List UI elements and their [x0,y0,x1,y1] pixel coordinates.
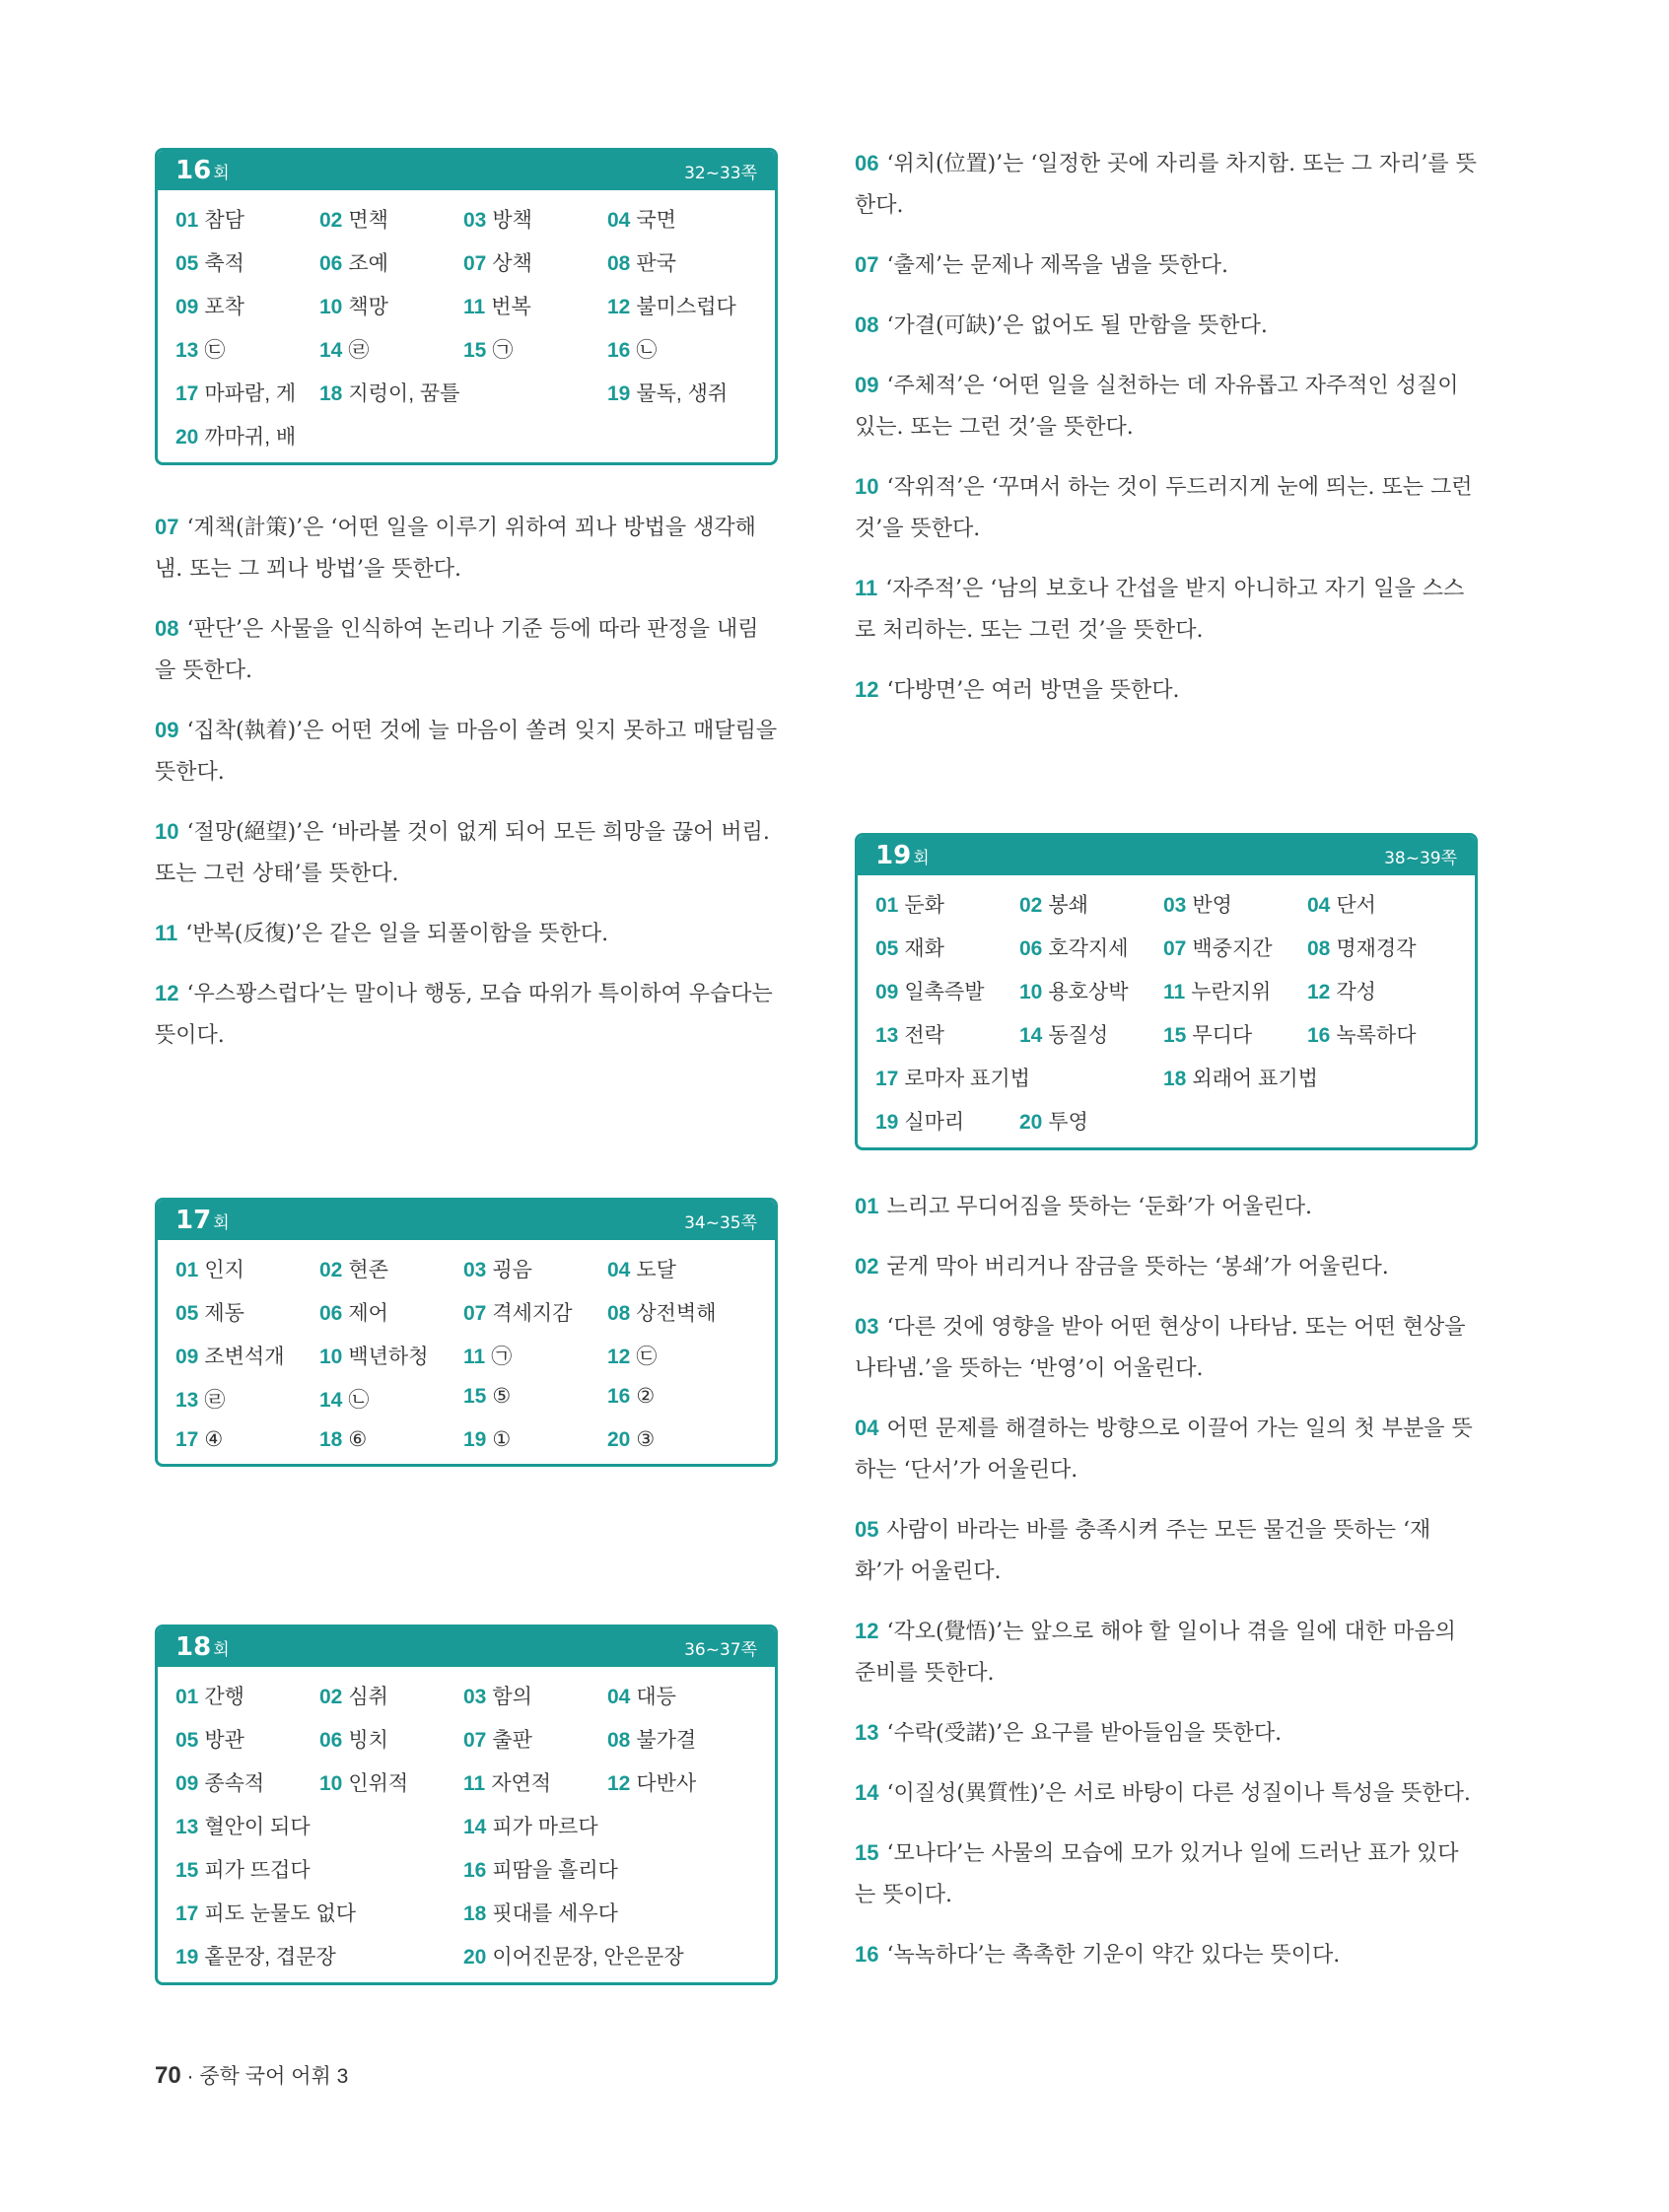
answer-item: 03 굉음 [463,1259,532,1281]
answer-item: 10 백년하청 [319,1346,429,1368]
answer-item: 17 피도 눈물도 없다 [175,1902,357,1925]
answer-item: 11 번복 [463,296,531,318]
answer-item: 14 ㉡ [319,1389,370,1412]
answer-item: 17 마파람, 게 [175,382,297,405]
book-title: 중학 국어 어휘 3 [199,2065,349,2088]
answer-item: 13 ㉣ [175,1389,226,1412]
answer-item: 03 방책 [463,209,532,232]
answer-box-16 [155,148,778,465]
page-range: 32~33쪽 [684,163,757,183]
explanation: 09 ‘주체적’은 ‘어떤 일을 실천하는 데 자유롭고 자주적인 성질이 있는. 또는 그런 것’을 뜻한다. [855,373,1459,440]
answer-grid [858,875,1475,1147]
explanation: 13 ‘수락(受諾)’은 요구를 받아들임을 뜻한다. [855,1720,1283,1746]
answer-item: 15 피가 뜨겁다 [175,1859,311,1882]
answer-item: 03 반영 [1163,894,1232,917]
answer-grid [158,1240,775,1464]
answer-item: 07 백중지간 [1163,937,1273,960]
explanation: 02 굳게 막아 버리거나 잠금을 뜻하는 ‘봉쇄’가 어울린다. [855,1254,1389,1279]
answer-item: 10 인위적 [319,1772,409,1795]
answer-item: 20 투영 [1019,1111,1088,1134]
answer-item: 08 명재경각 [1307,937,1417,960]
answer-box-17 [155,1198,778,1467]
page-footer [155,2060,348,2090]
answer-item: 07 출판 [463,1729,532,1752]
answer-item: 16 ㉡ [607,339,658,362]
answer-item: 08 불가결 [607,1729,697,1752]
answer-item: 06 빙치 [319,1729,388,1752]
answer-item: 12 불미스럽다 [607,296,736,318]
answer-item: 05 축적 [175,252,244,275]
answer-item: 15 ㉠ [463,339,514,362]
answer-item: 18 지렁이, 꿈틀 [319,382,460,405]
answer-item: 20 ③ [607,1428,656,1451]
answer-item: 04 단서 [1307,894,1376,917]
explanation: 10 ‘작위적’은 ‘꾸며서 하는 것이 두드러지게 눈에 띄는. 또는 그런 것’을 뜻한다. [855,474,1473,541]
left-column [155,148,778,1985]
explanation: 11 ‘자주적’은 ‘남의 보호나 간섭을 받지 아니하고 자기 일을 스스로 처리하는. 또는 그런 것’을 뜻한다. [855,576,1465,643]
answer-item: 10 책망 [319,296,388,318]
page-range: 38~39쪽 [1384,848,1457,868]
answer-item: 20 이어진문장, 안은문장 [463,1946,684,1969]
answer-item: 09 일촉즉발 [875,981,985,1003]
answer-item: 18 핏대를 세우다 [463,1902,618,1925]
explanation: 08 ‘가결(可缺)’은 없어도 될 만함을 뜻한다. [855,312,1268,338]
page-number: 70 [155,2062,181,2089]
answer-item: 06 호각지세 [1019,937,1129,960]
answer-item: 13 혈안이 되다 [175,1816,311,1838]
answer-item: 04 대등 [607,1686,676,1708]
answer-item: 04 도달 [607,1259,676,1281]
explanation: 09 ‘집착(執着)’은 어떤 것에 늘 마음이 쏠려 잊지 못하고 매달림을 뜻한다. [155,718,778,785]
answer-item: 03 함의 [463,1686,532,1708]
answer-box-header [158,1201,775,1240]
answer-item: 17 로마자 표기법 [875,1068,1030,1090]
answer-item: 10 용호상박 [1019,981,1129,1003]
answer-item: 13 ㉢ [175,339,226,362]
answer-item: 19 실마리 [875,1111,965,1134]
explanation: 01 느리고 무디어짐을 뜻하는 ‘둔화’가 어울린다. [855,1194,1312,1219]
answer-item: 16 피땀을 흘리다 [463,1859,618,1882]
answer-item: 11 누란지위 [1163,981,1272,1003]
answer-item: 11 자연적 [463,1772,552,1795]
right-column [855,143,1478,1994]
answer-item: 08 판국 [607,252,676,275]
answer-item: 07 격세지감 [463,1302,573,1325]
explanation: 11 ‘반복(反復)’은 같은 일을 되풀이함을 뜻한다. [155,921,609,946]
answer-item: 11 ㉠ [463,1346,513,1368]
page-range: 36~37쪽 [684,1639,757,1660]
answer-grid [158,1667,775,1982]
answer-item: 05 방관 [175,1729,244,1752]
answer-item: 18 ⑥ [319,1428,368,1451]
answer-item: 06 조예 [319,252,388,275]
round-title: 19 회 [875,841,930,870]
footer-separator: · [186,2065,194,2088]
answer-item: 15 ⑤ [463,1385,512,1408]
answer-item: 19 홑문장, 겹문장 [175,1946,336,1969]
answer-item: 09 포착 [175,296,244,318]
answer-item: 14 ㉣ [319,339,370,362]
round-title: 16 회 [175,156,230,185]
explanation: 12 ‘우스꽝스럽다’는 말이나 행동, 모습 따위가 특이하여 우습다는 뜻이다. [155,981,773,1048]
explanation: 08 ‘판단’은 사물을 인식하여 논리나 기준 등에 따라 판정을 내림을 뜻한다. [155,616,759,683]
answer-item: 19 ① [463,1428,512,1451]
answer-item: 05 재화 [875,937,944,960]
explanation: 15 ‘모나다’는 사물의 모습에 모가 있거나 일에 드러난 표가 있다는 뜻이다. [855,1840,1459,1907]
answer-item: 02 현존 [319,1259,388,1281]
answer-item: 05 제동 [175,1302,244,1325]
answer-item: 08 상전벽해 [607,1302,717,1325]
answer-item: 04 국면 [607,209,676,232]
answer-item: 15 무디다 [1163,1024,1253,1047]
answer-item: 16 녹록하다 [1307,1024,1417,1047]
answer-item: 16 ② [607,1385,656,1408]
answer-item: 12 다반사 [607,1772,697,1795]
explanation: 04 어떤 문제를 해결하는 방향으로 이끌어 가는 일의 첫 부분을 뜻하는 ‘단서’가 어울린다. [855,1416,1473,1483]
explanation: 16 ‘녹녹하다’는 촉촉한 기운이 약간 있다는 뜻이다. [855,1942,1341,1968]
answer-item: 14 동질성 [1019,1024,1109,1047]
answer-item: 19 물독, 생쥐 [607,382,729,405]
answer-item: 07 상책 [463,252,532,275]
answer-item: 12 각성 [1307,981,1376,1003]
answer-box-header [158,151,775,190]
answer-item: 02 면책 [319,209,388,232]
explanation: 12 ‘다방면’은 여러 방면을 뜻한다. [855,677,1180,703]
round-title: 17 회 [175,1206,230,1235]
answer-box-header [158,1627,775,1667]
answer-item: 01 참담 [175,209,244,232]
explanation: 10 ‘절망(絕望)’은 ‘바라볼 것이 없게 되어 모든 희망을 끊어 버림. 또는 그런 상태’를 뜻한다. [155,819,770,886]
explanation: 06 ‘위치(位置)’는 ‘일정한 곳에 자리를 차지함. 또는 그 자리’를 뜻한다. [855,151,1477,218]
answer-item: 13 전락 [875,1024,944,1047]
answer-item: 17 ④ [175,1428,224,1451]
answer-box-18 [155,1624,778,1985]
answer-item: 01 둔화 [875,894,944,917]
answer-item: 06 제어 [319,1302,388,1325]
round-title: 18 회 [175,1632,230,1662]
page-range: 34~35쪽 [684,1212,757,1233]
explanation: 07 ‘출제’는 문제나 제목을 냄을 뜻한다. [855,252,1228,278]
answer-box-19 [855,833,1478,1150]
answer-item: 02 봉쇄 [1019,894,1088,917]
explanation: 12 ‘각오(覺悟)’는 앞으로 해야 할 일이나 겪을 일에 대한 마음의 준비를 뜻한다. [855,1619,1456,1686]
answer-item: 09 종속적 [175,1772,265,1795]
answer-item: 01 인지 [175,1259,244,1281]
answer-item: 14 피가 마르다 [463,1816,598,1838]
answer-item: 09 조변석개 [175,1346,285,1368]
answer-item: 18 외래어 표기법 [1163,1068,1318,1090]
answer-item: 02 심취 [319,1686,388,1708]
answer-grid [158,190,775,462]
answer-item: 20 까마귀, 배 [175,426,297,449]
answer-box-header [858,836,1475,875]
answer-item: 12 ㉢ [607,1346,658,1368]
explanation: 05 사람이 바라는 바를 충족시켜 주는 모든 물건을 뜻하는 ‘재화’가 어울린다. [855,1517,1431,1584]
explanation: 14 ‘이질성(異質性)’은 서로 바탕이 다른 성질이나 특성을 뜻한다. [855,1780,1471,1806]
answer-item: 01 간행 [175,1686,244,1708]
explanation: 07 ‘계책(計策)’은 ‘어떤 일을 이루기 위하여 꾀나 방법을 생각해 냄. 또는 그 꾀나 방법’을 뜻한다. [155,515,756,582]
explanation: 03 ‘다른 것에 영향을 받아 어떤 현상이 나타남. 또는 어떤 현상을 나타냄.’을 뜻하는 ‘반영’이 어울린다. [855,1314,1466,1381]
